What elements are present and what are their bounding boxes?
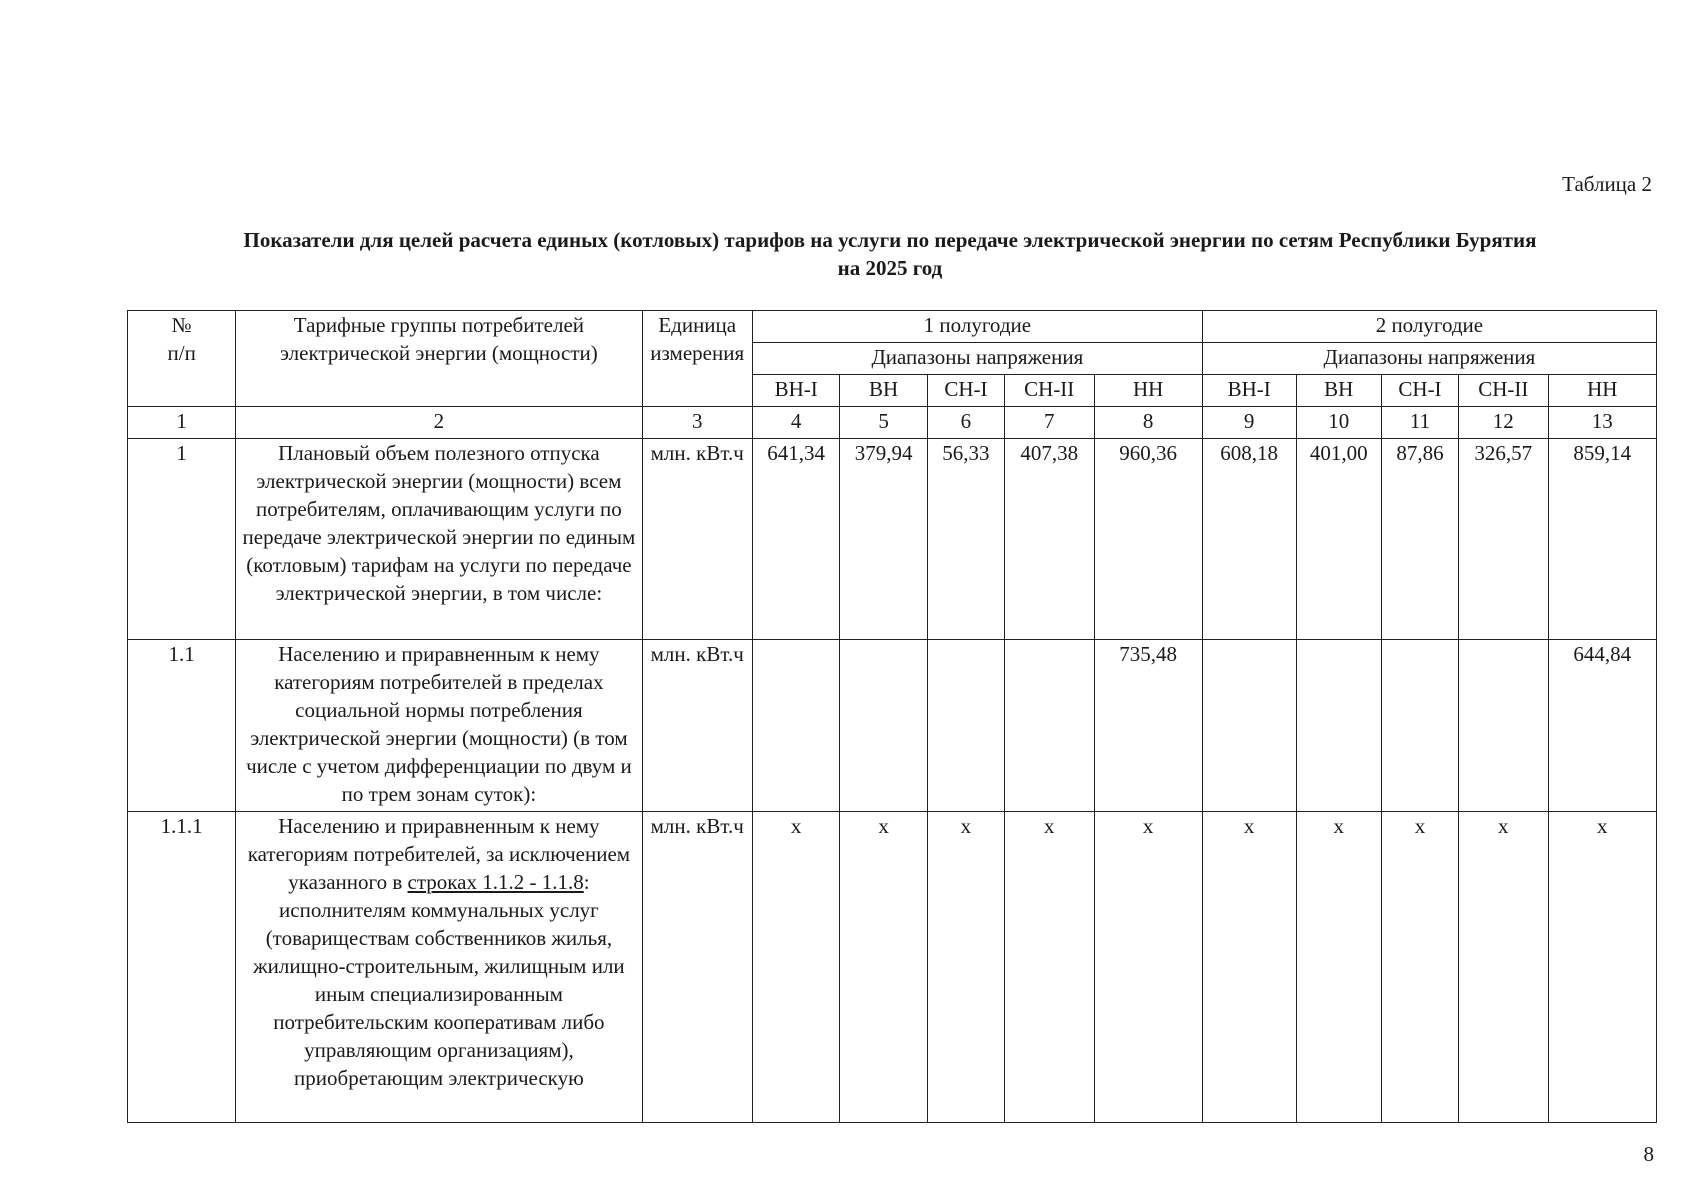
desc-colon: : — [583, 870, 590, 894]
column-number: 1 — [128, 407, 236, 439]
column-number: 9 — [1202, 407, 1296, 439]
value-cell: 859,14 — [1548, 439, 1656, 640]
value-cell: х — [1381, 812, 1458, 1123]
column-number: 2 — [236, 407, 642, 439]
row-unit: млн. кВт.ч — [642, 640, 752, 812]
table-row — [128, 439, 1657, 640]
column-number: 6 — [927, 407, 1004, 439]
row-number: 1.1 — [128, 640, 236, 812]
value-cell: х — [927, 812, 1004, 1123]
value-cell: х — [1094, 812, 1202, 1123]
header-unit: Единица измерения — [642, 311, 752, 407]
document-title — [120, 226, 1660, 282]
table-row — [128, 640, 1657, 812]
row-number: 1 — [128, 439, 236, 640]
value-cell — [840, 640, 927, 812]
rows-reference-link[interactable]: строках 1.1.2 - 1.1.8 — [407, 870, 584, 894]
value-cell: 401,00 — [1296, 439, 1381, 640]
header-num: № п/п — [128, 311, 236, 407]
value-cell — [1381, 640, 1458, 812]
row-description — [236, 812, 642, 1123]
column-number: 7 — [1004, 407, 1094, 439]
value-cell: 326,57 — [1459, 439, 1549, 640]
voltage-header: СН-I — [927, 375, 1004, 407]
row-description: Плановый объем полезного отпуска электрической энергии (мощности) всем потребителям, оплачивающим услуги по передаче электрической энергии по единым (котловым) тарифам на услуги по передаче электрической энергии, в том числе: — [236, 439, 642, 640]
page-number: 8 — [1643, 1142, 1654, 1166]
voltage-header: ВН — [840, 375, 927, 407]
row-description: Населению и приравненным к нему категориям потребителей в пределах социальной нормы потребления электрической энергии (мощности) (в том числе с учетом дифференциации по двум и по трем зонам суток): — [236, 640, 642, 812]
value-cell: х — [1202, 812, 1296, 1123]
title-line-2: на 2025 год — [837, 256, 943, 280]
value-cell — [1202, 640, 1296, 812]
value-cell: 641,34 — [752, 439, 839, 640]
column-number: 4 — [752, 407, 839, 439]
value-cell — [927, 640, 1004, 812]
desc-text-continued: исполнителям коммунальных услуг (товариществам собственников жилья, жилищно-строительным, жилищным или иным специализированным потребительским кооперативам либо управляющим организациям), приобретающим электрическую — [253, 898, 625, 1090]
header-half-2: 2 полугодие — [1202, 311, 1656, 343]
header-ranges-1: Диапазоны напряжения — [752, 343, 1202, 375]
value-cell: 960,36 — [1094, 439, 1202, 640]
column-number: 12 — [1459, 407, 1549, 439]
column-number-row — [128, 407, 1657, 439]
column-number: 5 — [840, 407, 927, 439]
voltage-header: ВН-I — [1202, 375, 1296, 407]
value-cell: 379,94 — [840, 439, 927, 640]
value-cell — [752, 640, 839, 812]
table-label: Таблица 2 — [1562, 172, 1652, 196]
column-number: 11 — [1381, 407, 1458, 439]
value-cell: х — [1548, 812, 1656, 1123]
tariff-table — [127, 310, 1657, 1123]
voltage-header: СН-I — [1381, 375, 1458, 407]
value-cell: 608,18 — [1202, 439, 1296, 640]
value-cell: 735,48 — [1094, 640, 1202, 812]
value-cell — [1004, 640, 1094, 812]
voltage-header: ВН-I — [752, 375, 839, 407]
value-cell: 56,33 — [927, 439, 1004, 640]
column-number: 3 — [642, 407, 752, 439]
table-row — [128, 812, 1657, 1123]
header-ranges-2: Диапазоны напряжения — [1202, 343, 1656, 375]
row-unit: млн. кВт.ч — [642, 812, 752, 1123]
row-unit: млн. кВт.ч — [642, 439, 752, 640]
value-cell: 407,38 — [1004, 439, 1094, 640]
voltage-header: НН — [1094, 375, 1202, 407]
value-cell: 644,84 — [1548, 640, 1656, 812]
desc-text: Населению и приравненным к нему категориям потребителей, за исключением указанного в — [247, 814, 631, 894]
header-half-1: 1 полугодие — [752, 311, 1202, 343]
title-line-1: Показатели для целей расчета единых (котловых) тарифов на услуги по передаче электрической энергии по сетям Республики Бурятия — [243, 228, 1537, 252]
value-cell: х — [752, 812, 839, 1123]
value-cell: х — [1459, 812, 1549, 1123]
value-cell: х — [840, 812, 927, 1123]
row-number: 1.1.1 — [128, 812, 236, 1123]
voltage-header: НН — [1548, 375, 1656, 407]
voltage-header: ВН — [1296, 375, 1381, 407]
column-number: 8 — [1094, 407, 1202, 439]
value-cell — [1296, 640, 1381, 812]
value-cell: х — [1004, 812, 1094, 1123]
column-number: 13 — [1548, 407, 1656, 439]
column-number: 10 — [1296, 407, 1381, 439]
header-group: Тарифные группы потребителей электрической энергии (мощности) — [236, 311, 642, 407]
voltage-header: СН-II — [1004, 375, 1094, 407]
value-cell: х — [1296, 812, 1381, 1123]
value-cell — [1459, 640, 1549, 812]
voltage-header: СН-II — [1459, 375, 1549, 407]
value-cell: 87,86 — [1381, 439, 1458, 640]
